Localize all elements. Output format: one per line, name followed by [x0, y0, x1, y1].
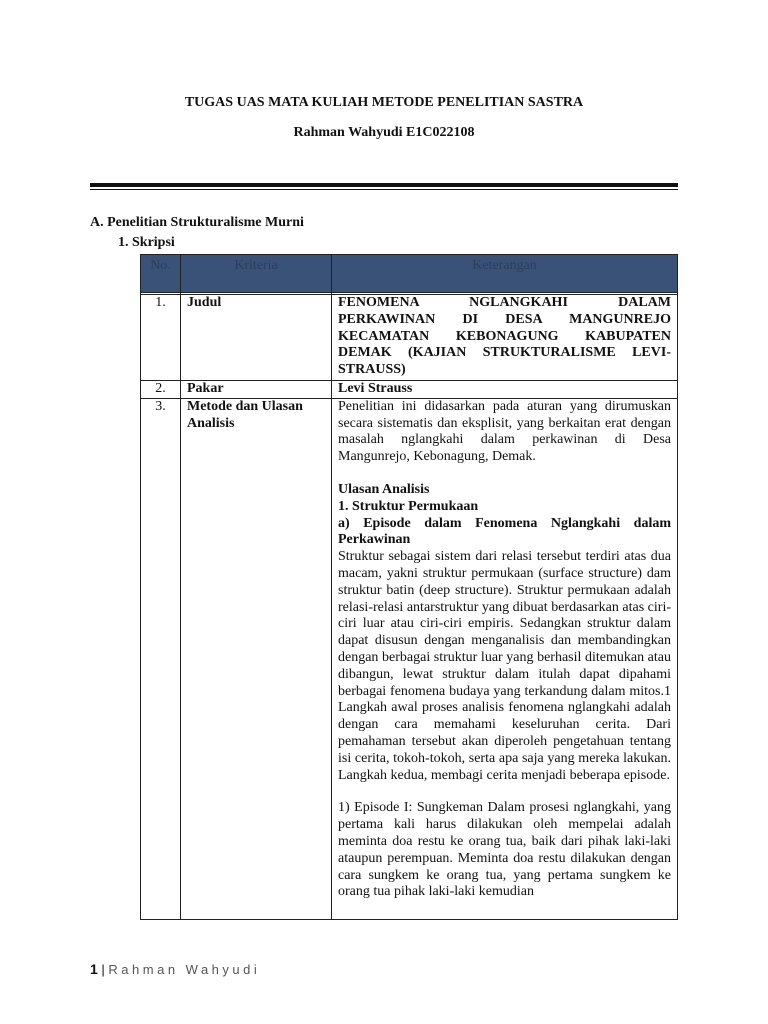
struktur-paragraph: Struktur sebagai sistem dari relasi tersebut terdiri atas dua macam, yakni struktur permukaan (surface structure) dam struktur batin (deep structure). Struktur permukaan adalah relasi-relasi antarstruktur yang dibuat berdasarkan atas ciri-ciri luar atau ciri-ciri empiris. Sedangkan struktur dalam dapat disusun dengan menganalisis dan membandingkan dengan berbagai struktur luar yang berhasil ditemukan atau dibangun, lewat struktur dalam itulah dapat dipahami berbagai fenomena budaya yang terkandung dalam mitos.1 Langkah awal proses analisis fenomena nglangkahi adalah dengan cara memahami keseluruhan cerita. Dari pemahaman tersebut akan diperoleh pengetahuan tentang isi cerita, tokoh-tokoh, serta apa saja yang mereka lakukan. Langkah kedua, membagi cerita menjadi beberapa episode.: [338, 549, 671, 783]
row-number: 2.: [141, 381, 181, 399]
struktur-heading: 1. Struktur Permukaan: [338, 498, 479, 514]
row-kriteria: Pakar: [181, 381, 332, 399]
analysis-table: [140, 254, 678, 920]
table-header-row: [141, 255, 678, 293]
table-row: [141, 295, 678, 381]
header-keterangan: Keterangan: [332, 255, 678, 293]
footer-author: Rahman Wahyudi: [108, 962, 261, 977]
episode-heading: a) Episode dalam Fenomena Nglangkahi dalam Perkawinan: [338, 515, 671, 548]
subsection-heading: 1. Skripsi: [118, 235, 175, 250]
header-rule-thin: [90, 189, 678, 190]
footer-separator: |: [97, 962, 109, 977]
table-row: [141, 381, 678, 399]
row-keterangan-analisis: [332, 398, 678, 919]
row-kriteria: Metode dan Ulasan Analisis: [181, 398, 332, 919]
page-footer: [90, 961, 260, 977]
header-rule-thick: [90, 183, 678, 187]
page-number: 1: [90, 961, 98, 977]
row-number: 1.: [141, 295, 181, 381]
header-no: No.: [141, 255, 181, 293]
row-number: 3.: [141, 398, 181, 919]
table-row: [141, 398, 678, 919]
section-heading: A. Penelitian Strukturalisme Murni: [90, 215, 304, 230]
ulasan-heading: Ulasan Analisis: [338, 481, 430, 497]
author-line: Rahman Wahyudi E1C022108: [293, 125, 475, 140]
metode-paragraph: Penelitian ini didasarkan pada aturan yang dirumuskan secara sistematis dan eksplisit, yang berkaitan erat dengan masalah nglangkahi dalam perkawinan di Desa Mangunrejo, Kebonagung, Demak.: [338, 398, 671, 465]
row-keterangan-pakar: Levi Strauss: [332, 381, 678, 399]
episode-paragraph: 1) Episode I: Sungkeman Dalam prosesi nglangkahi, yang pertama kali harus dilakukan oleh mempelai adalah meminta doa restu ke orang tua, baik dari pihak laki-laki ataupun perempuan. Meminta doa restu dilakukan dengan cara sungkem ke orang tua, yang pertama sungkem ke orang tua pihak laki-laki kemudian: [338, 800, 671, 900]
document-title: TUGAS UAS MATA KULIAH METODE PENELITIAN SASTRA: [184, 95, 584, 110]
header-kriteria: Kriteria: [181, 255, 332, 293]
row-keterangan-title: FENOMENA NGLANGKAHI DALAM PERKAWINAN DI DESA MANGUNREJO KECAMATAN KEBONAGUNG KABUPATEN DEMAK (KAJIAN STRUKTURALISME LEVI-STRAUSS): [332, 295, 678, 381]
row-kriteria: Judul: [181, 295, 332, 381]
